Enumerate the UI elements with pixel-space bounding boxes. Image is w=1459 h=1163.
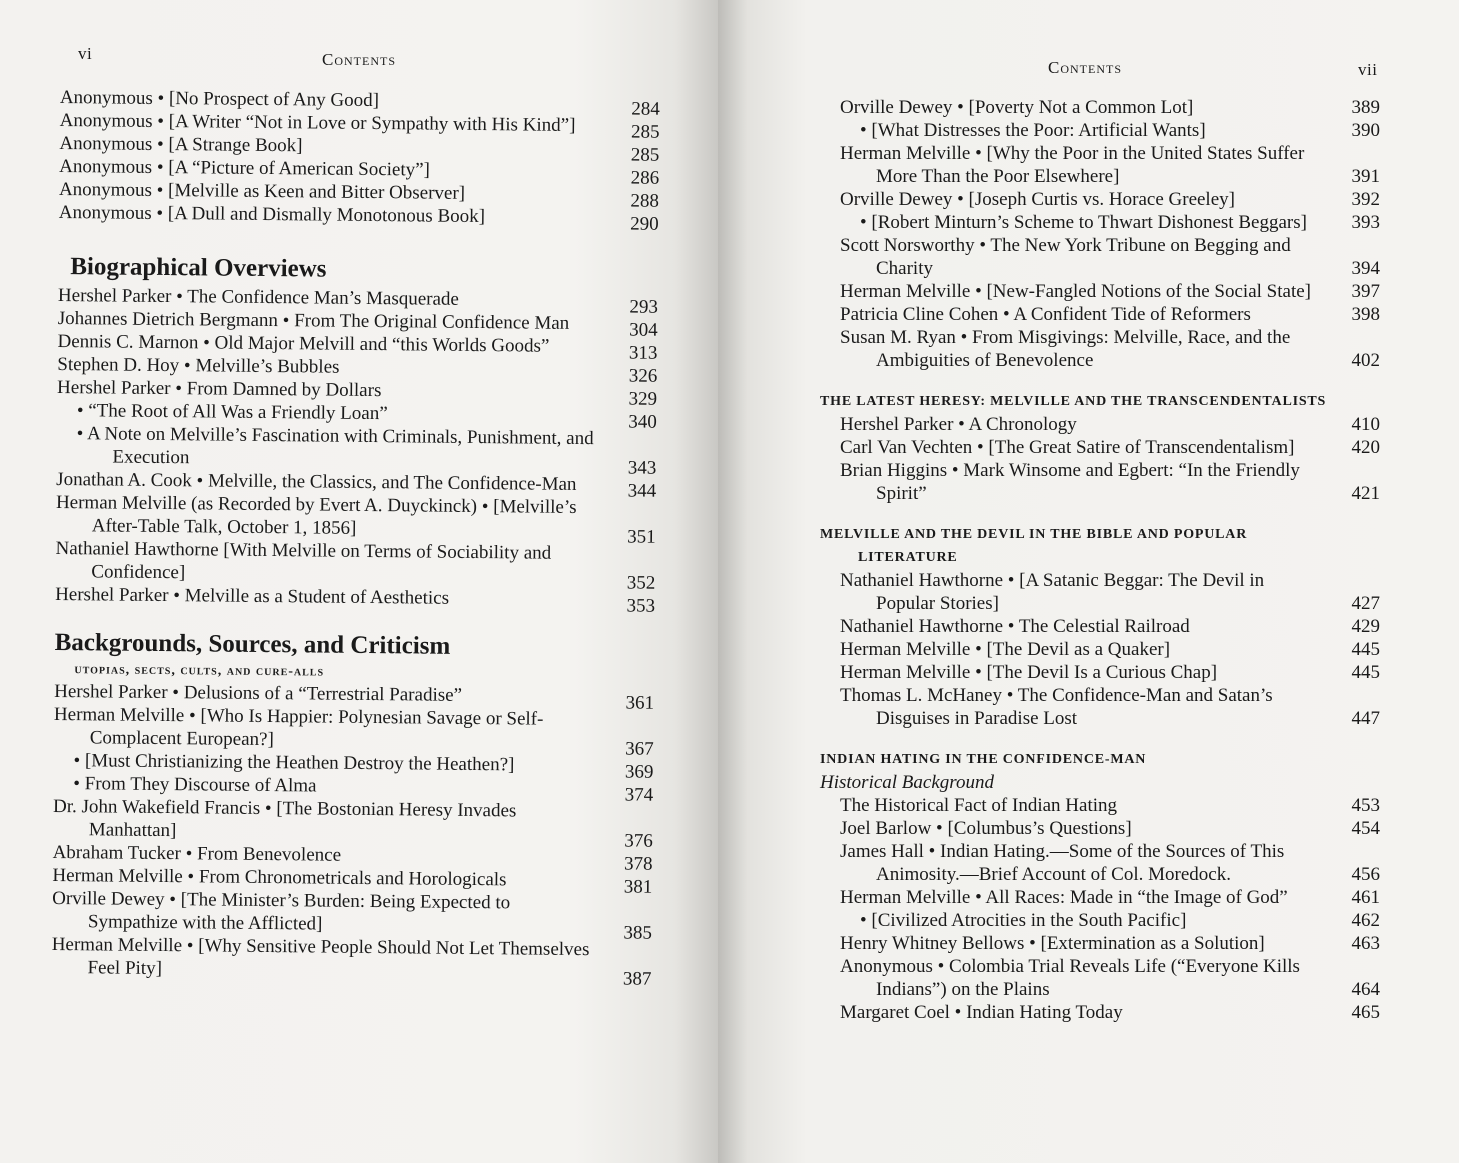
- subsection-heresy-text: THE LATEST HERESY: MELVILLE AND THE TRANSCENDENTALISTS: [820, 394, 1327, 409]
- toc-entry-page-number: 285: [630, 121, 660, 143]
- toc-entry-page-number: 367: [625, 738, 654, 760]
- toc-entry-page-number: 288: [630, 190, 660, 212]
- toc-entry-title: Margaret Coel • Indian Hating Today: [840, 1002, 1123, 1023]
- toc-entry-title: Stephen D. Hoy • Melville’s Bubbles: [57, 353, 340, 378]
- toc-entry-page-number: 454: [1351, 818, 1380, 839]
- entries-biographical: [55, 284, 659, 617]
- toc-entry-page-number: 361: [625, 692, 655, 714]
- toc-entry-title: Orville Dewey • [Joseph Curtis vs. Horace Greeley]: [840, 189, 1235, 210]
- toc-entry: [840, 436, 1380, 459]
- toc-entry-title: James Hall • Indian Hating.—Some of the Sources of This Animosity.—Brief Account of Col. Moredock.: [840, 841, 1285, 885]
- right-page: [718, 0, 1459, 1163]
- toc-entry-title: Herman Melville • [The Devil Is a Curious Chap]: [840, 662, 1218, 683]
- toc-entry: [840, 142, 1380, 188]
- toc-entry-title: Anonymous • [No Prospect of Any Good]: [59, 86, 380, 112]
- toc-entry: [840, 280, 1380, 303]
- left-page: [0, 0, 718, 1163]
- toc-entry-page-number: 427: [1351, 593, 1380, 614]
- toc-entry-title: Anonymous • [Melville as Keen and Bitter Observer]: [58, 178, 466, 204]
- entries-reviews: [58, 86, 660, 235]
- toc-entry-title: Herman Melville • [Why the Poor in the United States Suffer More Than the Poor Elsewhere]: [840, 143, 1305, 187]
- subsection-indian-hating-text: INDIAN HATING IN THE CONFIDENCE-MAN: [820, 752, 1147, 767]
- toc-entry: [840, 569, 1380, 615]
- toc-entry: [840, 794, 1380, 817]
- subsection-indian-hating: [820, 748, 1380, 771]
- toc-entry: [840, 234, 1380, 280]
- toc-entry-page-number: 462: [1351, 910, 1380, 931]
- toc-entry-page-number: 376: [624, 830, 653, 852]
- toc-entry-page-number: 445: [1351, 662, 1380, 683]
- entries-poverty: [840, 96, 1380, 372]
- entries-heresy: [840, 413, 1380, 505]
- toc-entry-title: Dr. John Wakefield Francis • [The Bostonian Heresy Invades Manhattan]: [52, 795, 517, 842]
- right-contents-column: [820, 96, 1380, 1024]
- toc-entry-page-number: 393: [1351, 212, 1380, 233]
- toc-entry-page-number: 352: [626, 572, 656, 594]
- toc-entry-title: • [Must Christianizing the Heathen Destroy the Heathen?]: [73, 750, 515, 776]
- toc-entry: [840, 886, 1380, 909]
- toc-entry-page-number: 329: [628, 388, 658, 410]
- subsection-devil-line2: LITERATURE: [858, 550, 958, 565]
- toc-entry-title: Hershel Parker • Melville as a Student of Aesthetics: [55, 583, 450, 609]
- toc-entry-page-number: 420: [1351, 437, 1380, 458]
- toc-entry: [840, 96, 1380, 119]
- toc-entry-title: Herman Melville • [The Devil as a Quaker]: [840, 639, 1171, 660]
- left-contents-column: [51, 86, 660, 990]
- toc-entry: [840, 413, 1380, 436]
- toc-entry-page-number: 378: [623, 853, 653, 875]
- toc-entry-page-number: 284: [631, 98, 660, 120]
- toc-entry-page-number: 304: [629, 319, 658, 341]
- toc-entry: [840, 817, 1380, 840]
- toc-entry-page-number: 290: [630, 213, 659, 235]
- subhead-historical-background: Historical Background: [820, 772, 994, 793]
- toc-entry-page-number: 421: [1351, 483, 1380, 504]
- toc-entry-title: Orville Dewey • [The Minister’s Burden: Being Expected to Sympathize with the Afflicted]: [52, 887, 511, 935]
- toc-entry-page-number: 429: [1351, 616, 1380, 637]
- toc-entry-title: Abraham Tucker • From Benevolence: [52, 841, 342, 866]
- toc-entry-page-number: 340: [628, 411, 657, 433]
- toc-entry-page-number: 390: [1351, 120, 1380, 141]
- toc-entry-title: Anonymous • [A “Picture of American Society”]: [59, 155, 431, 181]
- toc-entry: [840, 1001, 1380, 1024]
- toc-entry-page-number: 463: [1351, 933, 1380, 954]
- toc-entry-page-number: 392: [1351, 189, 1380, 210]
- toc-entry-title: • “The Root of All Was a Friendly Loan”: [76, 400, 388, 425]
- toc-entry-title: Nathaniel Hawthorne • [A Satanic Beggar: The Devil in Popular Stories]: [840, 570, 1265, 614]
- toc-entry-title: Herman Melville • [Why Sensitive People Should Not Let Themselves Feel Pity]: [51, 933, 590, 980]
- toc-entry-page-number: 381: [623, 876, 653, 898]
- toc-entry-title: Thomas L. McHaney • The Confidence-Man and Satan’s Disguises in Paradise Lost: [840, 685, 1273, 729]
- toc-entry-title: Anonymous • [A Writer “Not in Love or Sympathy with His Kind”]: [59, 109, 576, 136]
- toc-entry-title: Anonymous • [A Strange Book]: [59, 132, 303, 157]
- toc-entry-title: • [What Distresses the Poor: Artificial Wants]: [860, 120, 1206, 141]
- toc-entry-title: Anonymous • [A Dull and Dismally Monotonous Book]: [58, 201, 486, 228]
- toc-entry-page-number: 344: [627, 480, 657, 502]
- toc-entry: [840, 932, 1380, 955]
- toc-entry: [840, 211, 1380, 234]
- toc-entry-title: Hershel Parker • A Chronology: [840, 414, 1077, 435]
- toc-entry: [840, 684, 1380, 730]
- toc-entry-title: Hershel Parker • From Damned by Dollars: [57, 376, 382, 402]
- toc-entry: [55, 491, 656, 548]
- toc-entry-title: Hershel Parker • Delusions of a “Terrestrial Paradise”: [54, 680, 463, 706]
- toc-entry-title: Herman Melville (as Recorded by Evert A. Duyckinck) • [Melville’s After-Table Talk, October 1, 1856]: [55, 491, 577, 539]
- toc-entry-title: Hershel Parker • The Confidence Man’s Masquerade: [57, 284, 460, 310]
- toc-entry-page-number: 461: [1351, 887, 1380, 908]
- toc-entry-title: Patricia Cline Cohen • A Confident Tide of Reformers: [840, 304, 1251, 325]
- toc-entry: [840, 459, 1380, 505]
- toc-entry-title: The Historical Fact of Indian Hating: [840, 795, 1118, 816]
- toc-entry-page-number: 394: [1351, 258, 1380, 279]
- running-head-right: Contents: [1048, 58, 1123, 77]
- toc-entry-page-number: 387: [622, 968, 652, 990]
- toc-entry-page-number: 374: [624, 784, 654, 806]
- toc-entry-page-number: 285: [630, 144, 660, 166]
- toc-entry: [53, 703, 654, 760]
- toc-entry: [840, 955, 1380, 1001]
- toc-entry-page-number: 369: [624, 761, 654, 783]
- toc-entry-page-number: 456: [1351, 864, 1380, 885]
- toc-entry-title: Herman Melville • All Races: Made in “the Image of God”: [840, 887, 1288, 908]
- toc-entry: [840, 326, 1380, 372]
- toc-entry: [58, 201, 659, 235]
- toc-entry-title: Johannes Dietrich Bergmann • From The Original Confidence Man: [57, 307, 570, 334]
- toc-entry-page-number: 385: [623, 922, 652, 944]
- toc-entry-title: Susan M. Ryan • From Misgivings: Melville, Race, and the Ambiguities of Benevolence: [840, 327, 1291, 371]
- toc-entry-title: Scott Norsworthy • The New York Tribune on Begging and Charity: [840, 235, 1291, 279]
- toc-entry-page-number: 402: [1351, 350, 1380, 371]
- toc-entry-title: • From They Discourse of Alma: [73, 773, 317, 797]
- toc-entry: [840, 661, 1380, 684]
- toc-entry-title: Herman Melville • From Chronometricals and Horologicals: [52, 864, 507, 891]
- toc-entry-title: Herman Melville • [New-Fangled Notions of the Social State]: [840, 281, 1311, 302]
- toc-entry-page-number: 465: [1351, 1002, 1380, 1023]
- toc-entry-page-number: 389: [1351, 97, 1380, 118]
- entries-indian-hating: [840, 794, 1380, 1024]
- toc-entry-title: Brian Higgins • Mark Winsome and Egbert: “In the Friendly Spirit”: [840, 460, 1300, 504]
- toc-entry-title: Nathaniel Hawthorne [With Melville on Terms of Sociability and Confidence]: [55, 537, 552, 584]
- toc-entry-title: Orville Dewey • [Poverty Not a Common Lot]: [840, 97, 1194, 118]
- subsection-devil: [820, 523, 1380, 569]
- section-heading-biographical: Biographical Overviews: [70, 253, 327, 283]
- toc-entry-title: • A Note on Melville’s Fascination with Criminals, Punishment, and Execution: [76, 423, 594, 469]
- toc-entry: [52, 795, 653, 852]
- toc-entry-title: Henry Whitney Bellows • [Extermination as a Solution]: [840, 933, 1265, 954]
- toc-entry: [840, 615, 1380, 638]
- subsection-devil-line1: MELVILLE AND THE DEVIL IN THE BIBLE AND POPULAR: [820, 527, 1248, 542]
- toc-entry: [840, 188, 1380, 211]
- toc-entry-page-number: 286: [630, 167, 660, 189]
- toc-entry-title: Carl Van Vechten • [The Great Satire of Transcendentalism]: [840, 437, 1295, 458]
- toc-entry: [840, 638, 1380, 661]
- toc-entry: [840, 119, 1380, 142]
- toc-entry-page-number: 313: [628, 342, 658, 364]
- folio-right: vii: [1358, 60, 1378, 79]
- subsection-heresy: [820, 390, 1380, 413]
- toc-entry-title: Herman Melville • [Who Is Happier: Polynesian Savage or Self-Complacent European?]: [53, 703, 544, 751]
- toc-entry-page-number: 293: [629, 296, 659, 318]
- toc-entry-page-number: 445: [1351, 639, 1380, 660]
- toc-entry-page-number: 398: [1351, 304, 1380, 325]
- toc-entry-title: • [Robert Minturn’s Scheme to Thwart Dishonest Beggars]: [860, 212, 1307, 233]
- entries-devil: [840, 569, 1380, 730]
- toc-entry-page-number: 326: [628, 365, 658, 387]
- toc-entry-title: • [Civilized Atrocities in the South Pacific]: [860, 910, 1187, 931]
- toc-entry: [52, 887, 652, 944]
- running-head-left: Contents: [322, 50, 397, 69]
- toc-entry-title: Dennis C. Marnon • Old Major Melvill and “this Worlds Goods”: [57, 330, 550, 357]
- toc-entry-page-number: 453: [1351, 795, 1380, 816]
- toc-entry-page-number: 391: [1351, 166, 1380, 187]
- toc-entry-page-number: 351: [627, 526, 656, 548]
- subsection-utopias: utopias, sects, cults, and cure-alls: [74, 662, 325, 680]
- toc-entry-title: Jonathan A. Cook • Melville, the Classics, and The Confidence-Man: [56, 468, 577, 495]
- toc-entry: [840, 909, 1380, 932]
- toc-entry-page-number: 464: [1351, 979, 1380, 1000]
- toc-entry-page-number: 447: [1351, 708, 1380, 729]
- toc-entry-title: Nathaniel Hawthorne • The Celestial Railroad: [840, 616, 1190, 637]
- toc-entry-title: Anonymous • Colombia Trial Reveals Life (“Everyone Kills Indians”) on the Plains: [840, 956, 1300, 1000]
- toc-entry-title: Joel Barlow • [Columbus’s Questions]: [840, 818, 1132, 839]
- toc-entry-page-number: 343: [627, 457, 657, 479]
- toc-entry-page-number: 397: [1351, 281, 1380, 302]
- folio-left: vi: [78, 44, 93, 63]
- entries-utopias: [51, 680, 655, 990]
- toc-entry-page-number: 353: [626, 595, 656, 617]
- toc-entry: [840, 303, 1380, 326]
- section-heading-backgrounds: Backgrounds, Sources, and Criticism: [54, 628, 451, 660]
- toc-entry: [840, 840, 1380, 886]
- toc-entry-page-number: 410: [1351, 414, 1380, 435]
